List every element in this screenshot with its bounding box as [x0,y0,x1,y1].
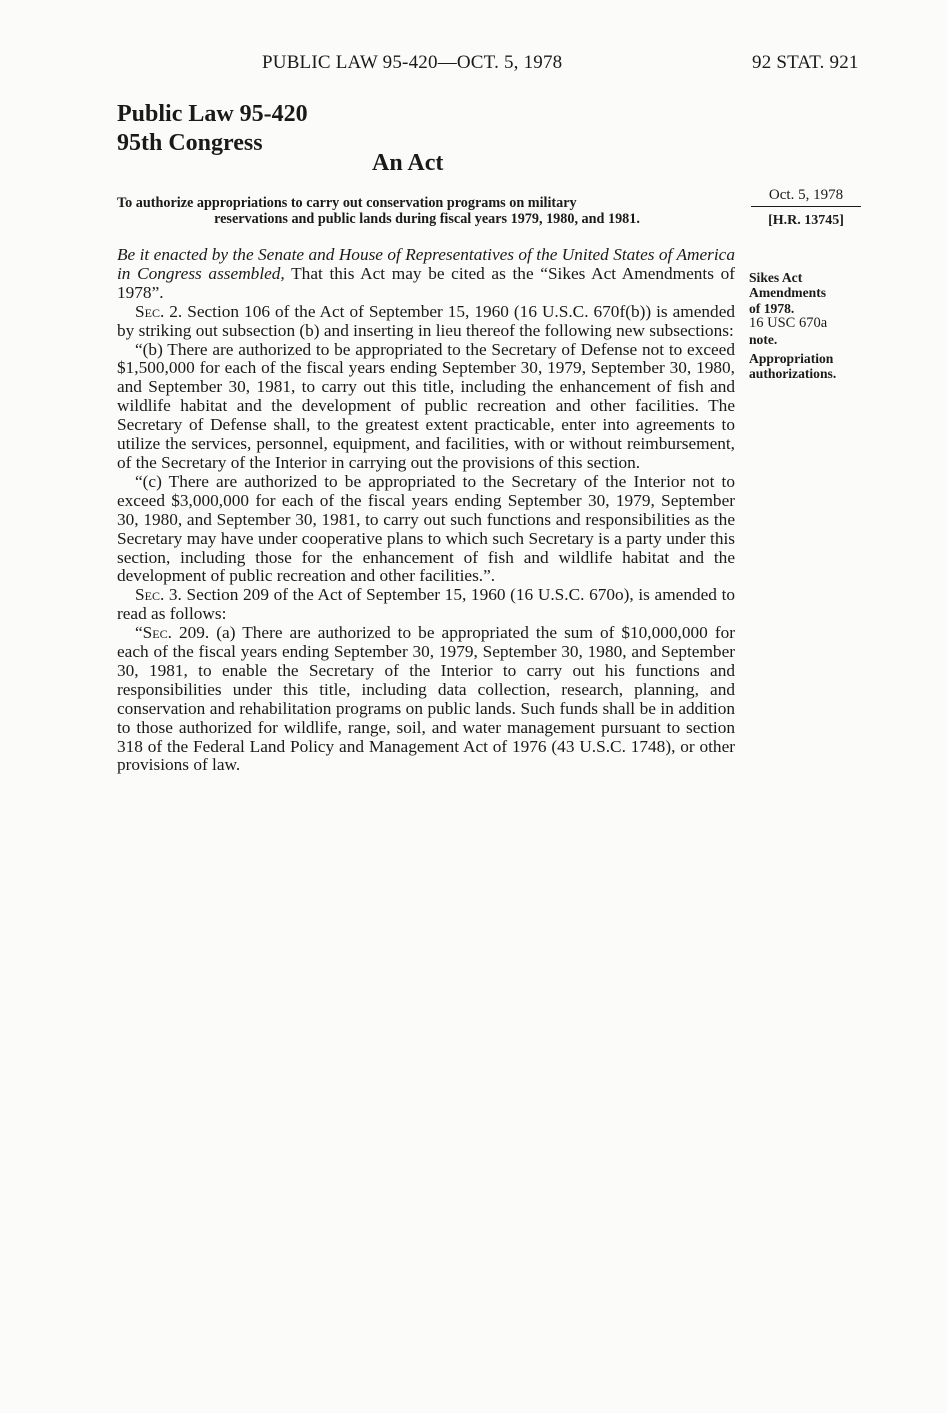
law-number: Public Law 95-420 [117,101,308,127]
margin-note-usc-2: note. [749,331,778,347]
section-209-text: (a) There are authorized to be appropriated the sum of $10,000,000 for each of the fiscal years ending September 30, 1979, September 30, 1980, and September 30, 1981, to enable the Secretary of the Interior to carry out his functions and responsibilities under this title, including data collection, research, planning, and conservation and rehabilitation programs on public lands. Such funds shall be in addition to those authorized for wildlife, range, soil, and water management pursuant to section 318 of the Federal Land Policy and Management Act of 1976 (43 U.S.C. 1748), or other provisions of law. [117,623,735,775]
margin-note-sikes-1: Sikes Act [749,270,803,285]
section-209 [117,624,735,775]
margin-note-sikes-2: Amendments [749,285,827,301]
act-body [117,246,735,775]
enacting-clause [117,246,735,303]
bill-number: [H.R. 13745] [768,213,844,228]
section-2-label: Sec. 2. [135,301,183,321]
section-209-label: “Sec. 209. [135,623,210,643]
margin-note-approp-1: Appropriation [749,351,834,367]
purpose-line-2: reservations and public lands during fiscal years 1979, 1980, and 1981. [214,211,640,227]
approval-date: Oct. 5, 1978 [751,187,861,207]
short-title-text: That this Act may be cited as the “Sikes Act Amendments of 1978”. [117,263,736,302]
congress-number: 95th Congress [117,130,263,156]
running-head-law-date: PUBLIC LAW 95-420—OCT. 5, 1978 [262,52,563,73]
section-3 [117,586,735,624]
act-heading: An Act [372,150,444,176]
enacting-formula: Be it enacted by the Senate and House of Representatives of the United States of America in Congress assembled, [117,245,735,283]
section-3-label: Sec. 3. [135,585,182,605]
section-3-text: Section 209 of the Act of September 15, 1960 (16 U.S.C. 670o), is amended to read as follows: [117,585,736,624]
subsection-b: “(b) There are authorized to be appropriated to the Secretary of Defense not to exceed $1,500,000 for each of the fiscal years ending September 30, 1979, September 30, 1980, and September 30, 1981, to carry out this title, including the enhancement of fish and wildlife habitat and the development of public recreation and other facilities. The Secretary of Defense shall, to the greatest extent practicable, enter into agreements to utilize the services, personnel, equipment, and facilities, with or without reimbursement, of the Secretary of the Interior in carrying out the provisions of this section. [117,339,735,472]
running-head [0,52,947,78]
section-2-text: Section 106 of the Act of September 15, 1960 (16 U.S.C. 670f(b)) is amended by striking out subsection (b) and inserting in lieu thereof the following new subsections: [117,301,736,340]
subsection-c: “(c) There are authorized to be appropriated to the Secretary of the Interior not to exceed $3,000,000 for each of the fiscal years ending September 30, 1979, September 30, 1980, and September 30, 1981, to carry out such functions and responsibilities as the Secretary may have under cooperative plans to which such Secretary is a party under this section, including those for the enhancement of fish and wildlife habitat and the development of public recreation and other facilities.”. [117,471,735,586]
margin-note-usc-1: 16 USC 670a [749,315,828,332]
margin-note-approp-2: authorizations. [749,366,837,382]
running-head-stat-page: 92 STAT. 921 [752,52,859,73]
margin-notes [749,270,869,382]
margin-note-sikes-3: of 1978. [749,300,795,316]
purpose-line-1: To authorize appropriations to carry out conservation programs on military [117,195,577,211]
purpose-clause [117,195,737,227]
date-box [751,187,861,229]
law-title [117,100,308,158]
section-2 [117,303,735,341]
